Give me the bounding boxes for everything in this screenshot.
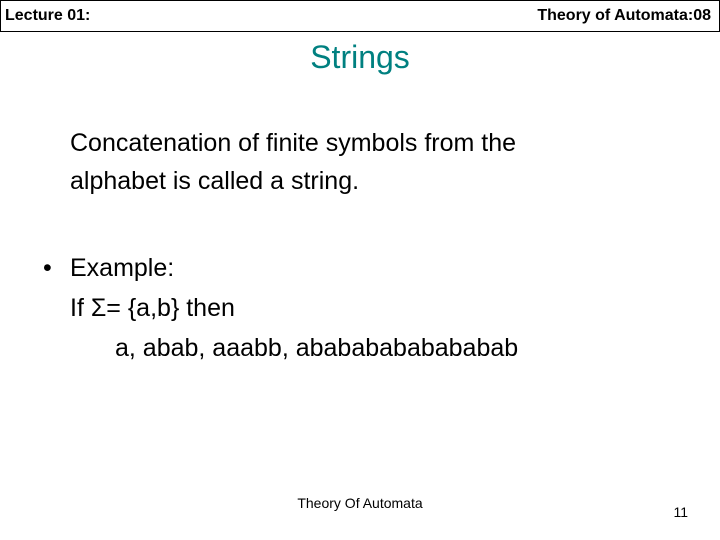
example-heading-row	[40, 248, 700, 288]
definition-text	[70, 124, 670, 200]
definition-line-2: alphabet is called a string.	[70, 167, 360, 195]
footer-title: Theory Of Automata	[297, 495, 423, 511]
lecture-label: Lecture 01:	[5, 7, 91, 24]
example-strings-line: a, abab, aaabb, abababababababab	[115, 334, 519, 362]
example-label: Example:	[70, 254, 175, 282]
slide-title: Strings	[310, 39, 410, 75]
slide-header-bar	[0, 0, 720, 32]
definition-line-1: Concatenation of finite symbols from the	[70, 129, 517, 157]
bullet-icon: •	[43, 254, 52, 282]
course-label: Theory of Automata:08	[537, 7, 711, 24]
page-number: 11	[673, 504, 688, 520]
example-bullet	[40, 248, 700, 368]
example-alphabet-line: If Σ= {a,b} then	[70, 294, 235, 322]
